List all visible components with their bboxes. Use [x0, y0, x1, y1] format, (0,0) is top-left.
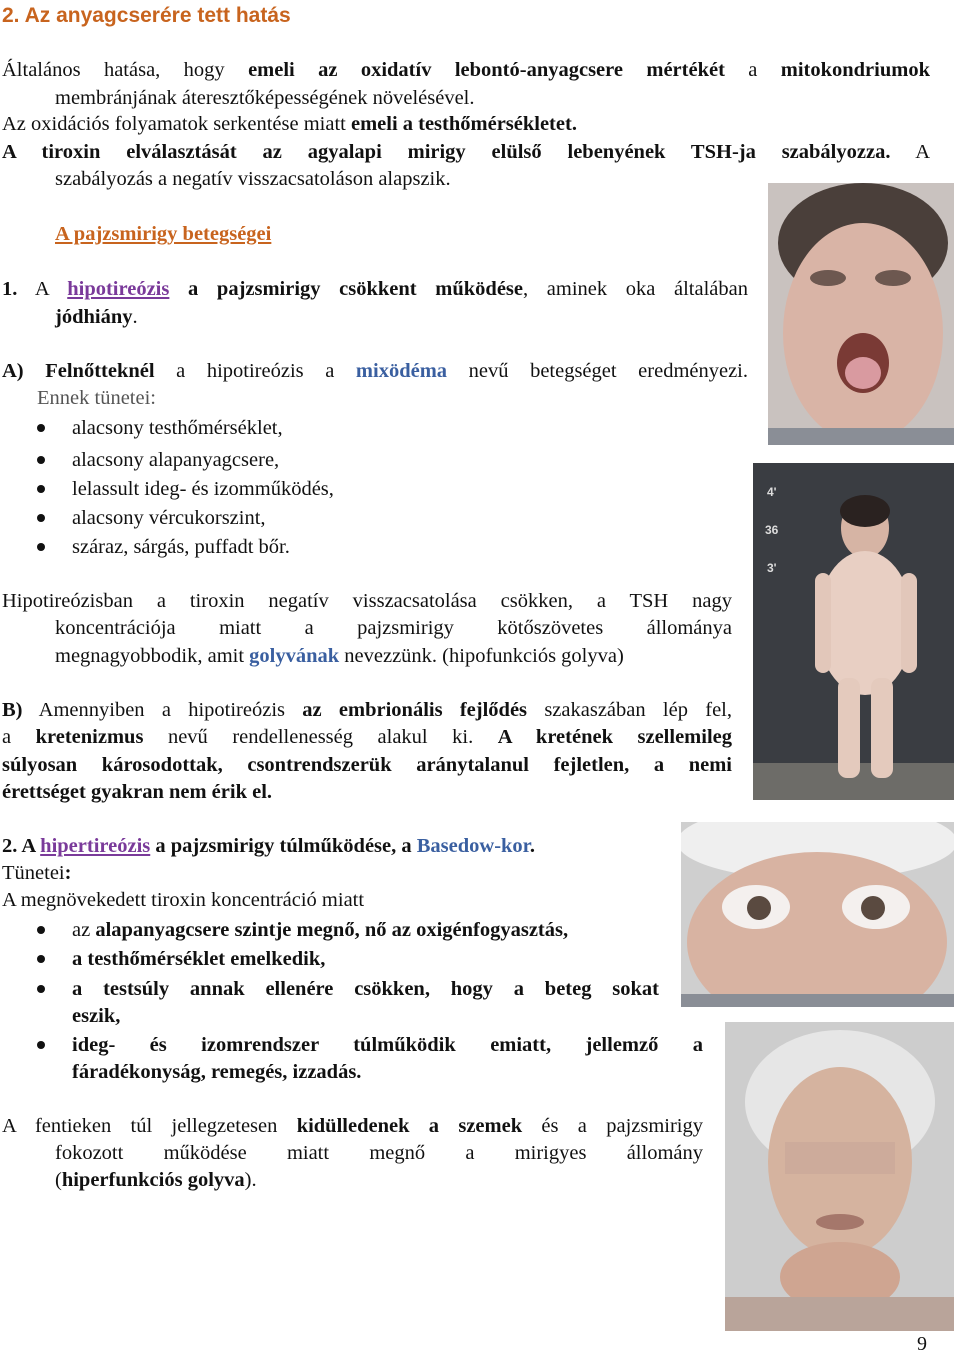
paragraph-line	[55, 305, 138, 329]
paragraph-line: membránjának áteresztőképességének növelésével.	[55, 87, 475, 109]
bullet-icon	[37, 485, 45, 493]
myxedema-patient-photo	[768, 183, 954, 445]
paragraph-line: szabályozás a negatív visszacsatoláson alapszik.	[55, 168, 451, 190]
text: A	[17, 278, 68, 300]
mixodema-term: mixödéma	[355, 360, 448, 382]
list-item-continuation: eszik,	[72, 1005, 121, 1027]
bullet-icon	[37, 424, 45, 432]
goiter-paragraph-line3	[55, 644, 624, 668]
paragraph-oxidation	[2, 112, 577, 136]
hypothyroidism-intro	[2, 277, 748, 301]
bullet-icon	[37, 543, 45, 551]
bold-text: B)	[2, 699, 23, 721]
cretinism-line1	[2, 698, 732, 722]
text: .	[132, 306, 138, 328]
text: az	[72, 919, 96, 941]
exophthalmos-line1	[2, 1114, 703, 1138]
cretinism-patient-photo	[753, 463, 954, 800]
goiter-paragraph-line2: koncentrációja miatt a pajzsmirigy kötőszövetes állománya	[55, 617, 732, 639]
list-item: száraz, sárgás, puffadt bőr.	[72, 536, 290, 558]
text: nevezzünk. (hipofunkciós golyva)	[339, 645, 624, 667]
golyva-term: golyvának	[249, 645, 340, 667]
text: Az oxidációs folyamatok serkentése miatt	[2, 113, 351, 135]
height-mark: 4'	[767, 485, 777, 499]
bullet-icon	[37, 955, 45, 963]
bullet-icon	[37, 926, 45, 934]
bold-text: 1.	[2, 278, 18, 300]
list-item: lelassult ideg- és izomműködés,	[72, 478, 334, 500]
text: A fentieken túl jellegzetesen	[2, 1115, 297, 1137]
bold-text: :	[64, 862, 72, 884]
bold-text: emeli az oxidatív lebontó-anyagcsere mértékét	[248, 59, 725, 81]
list-item	[72, 918, 568, 942]
list-item: ideg- és izomrendszer túlműködik emiatt, jellemző a	[72, 1034, 703, 1056]
text: (	[55, 1169, 62, 1191]
myxedema-paragraph	[2, 359, 748, 383]
symptoms-intro-b: A megnövekedett tiroxin koncentráció miatt	[2, 889, 365, 911]
text: megnagyobbodik, amit	[55, 645, 250, 667]
text: Tünetei	[2, 862, 65, 884]
diseases-subheading[interactable]: A pajzsmirigy betegségei	[55, 223, 272, 245]
cretinism-line2	[2, 725, 732, 749]
text: szakaszában lép fel,	[527, 699, 732, 721]
bullet-icon	[37, 456, 45, 464]
text: a hipotireózis a	[154, 360, 356, 382]
text: Amennyiben a hipotireózis	[22, 699, 303, 721]
list-item-continuation: fáradékonyság, remegés, izzadás.	[72, 1061, 362, 1083]
list-item: alacsony testhőmérséklet,	[72, 417, 283, 439]
text: és a pajzsmirigy	[522, 1115, 704, 1137]
list-item: a testhőmérséklet emelkedik,	[72, 948, 326, 970]
bold-text: alapanyagcsere szintje megnő, nő az oxigénfogyasztás,	[95, 919, 569, 941]
height-mark: 3'	[767, 561, 777, 575]
bold-text: .	[529, 835, 536, 857]
page-number: 9	[917, 1333, 927, 1355]
text: a	[724, 59, 781, 81]
cretinism-line3: súlyosan károsodottak, csontrendszerük aránytalanul fejletlen, a nemi	[2, 754, 732, 776]
bullet-icon	[37, 985, 45, 993]
bold-text: 2. A	[2, 835, 41, 857]
paragraph-regulation	[2, 140, 930, 164]
height-mark: 36	[765, 523, 779, 537]
hyperthyroidism-intro	[2, 834, 535, 858]
exophthalmos-line2: fokozott működése miatt megnő a mirigyes állomány	[55, 1142, 703, 1164]
exophthalmos-eyes-photo	[681, 822, 954, 1007]
list-item: alacsony alapanyagcsere,	[72, 449, 280, 471]
hipotireozis-link[interactable]: hipotireózis	[67, 278, 170, 300]
bold-text: hiperfunkciós golyva	[61, 1169, 245, 1191]
cretinism-line4: érettséget gyakran nem érik el.	[2, 781, 273, 803]
section-heading: 2. Az anyagcserére tett hatás	[2, 4, 291, 27]
text: A	[890, 141, 930, 163]
bullet-icon	[37, 514, 45, 522]
symptoms-label-b	[2, 861, 71, 885]
bold-text: kretenizmus	[35, 726, 144, 748]
goiter-patient-photo	[725, 1022, 954, 1331]
bold-text: jódhiány	[55, 306, 133, 328]
bold-text: A kretének szellemileg	[497, 726, 732, 748]
text: nevű betegséget eredményezi.	[447, 360, 749, 382]
bold-text: kidülledenek a szemek	[296, 1115, 523, 1137]
bold-text: A tiroxin elválasztását az agyalapi mirigy elülső lebenyének TSH-ja szabályozza.	[2, 141, 891, 163]
text: a	[2, 726, 36, 748]
bullet-icon	[37, 1041, 45, 1049]
goiter-paragraph-line1: Hipotireózisban a tiroxin negatív visszacsatolása csökken, a TSH nagy	[2, 590, 732, 612]
bold-text: emeli a testhőmérsékletet.	[350, 113, 577, 135]
bold-text: mitokondriumok	[780, 59, 930, 81]
bold-text: az embrionális fejlődés	[302, 699, 528, 721]
exophthalmos-line3	[55, 1168, 257, 1192]
text: ).	[244, 1169, 257, 1191]
bold-text: Felnőtteknél	[23, 360, 155, 382]
bold-text: a pajzsmirigy csökkent működése	[169, 278, 523, 300]
text: nevű rendellenesség alakul ki.	[143, 726, 498, 748]
hipertireozis-link[interactable]: hipertireózis	[40, 835, 151, 857]
paragraph-general-effect	[2, 58, 930, 82]
list-item: a testsúly annak ellenére csökken, hogy a beteg sokat	[72, 978, 659, 1000]
basedow-term: Basedow-kor	[416, 835, 530, 857]
text: Általános hatása, hogy	[2, 59, 249, 81]
symptoms-label: Ennek tünetei:	[37, 387, 156, 409]
bold-text: A)	[2, 360, 24, 382]
text: , aminek oka általában	[523, 278, 748, 300]
list-item: alacsony vércukorszint,	[72, 507, 266, 529]
bold-text: a pajzsmirigy túlműködése, a	[150, 835, 417, 857]
